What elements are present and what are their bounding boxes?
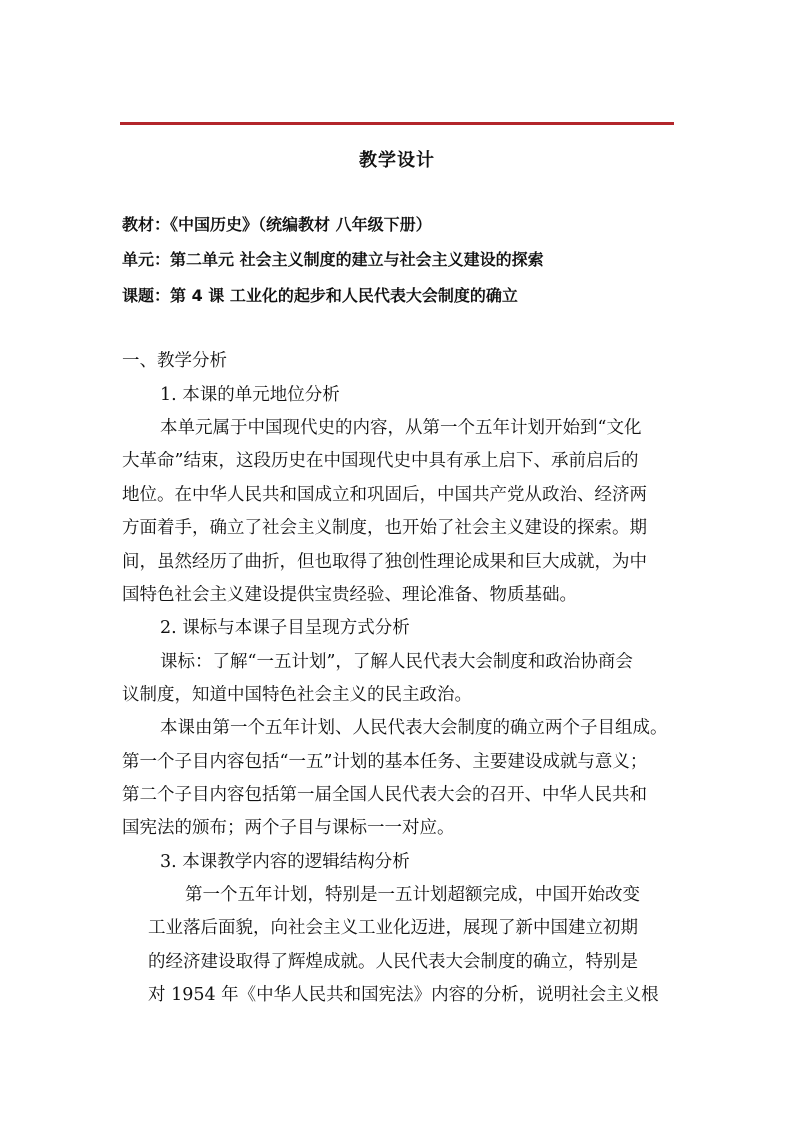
paragraph-line: 第一个子目内容包括“一五”计划的基本任务、主要建设成就与意义；	[122, 752, 648, 772]
textbook-line: 教材：《中国历史》（统编教材 八年级下册）	[122, 215, 432, 234]
paragraph-line: 工业落后面貌，向社会主义工业化迈进，展现了新中国建立初期	[148, 918, 638, 938]
paragraph-line: 第一个五年计划，特别是一五计划超额完成，中国开始改变	[185, 885, 640, 905]
subsection-heading-3: 3. 本课教学内容的逻辑结构分析	[160, 852, 410, 872]
paragraph-line: 国特色社会主义建设提供宝贵经验、理论准备、物质基础。	[122, 585, 577, 605]
paragraph-line: 间，虽然经历了曲折，但也取得了独创性理论成果和巨大成就，为中	[122, 552, 647, 572]
paragraph-line: 本单元属于中国现代史的内容，从第一个五年计划开始到“文化	[160, 418, 642, 438]
paragraph-line: 对 1954 年《中华人民共和国宪法》内容的分析，说明社会主义根	[148, 985, 659, 1005]
subsection-heading-2: 2. 课标与本课子目呈现方式分析	[160, 618, 410, 638]
subsection-heading-1: 1. 本课的单元地位分析	[160, 385, 340, 405]
paragraph-line: 方面着手，确立了社会主义制度，也开始了社会主义建设的探索。期	[122, 518, 647, 538]
header-rule	[120, 122, 674, 125]
paragraph-line: 地位。在中华人民共和国成立和巩固后，中国共产党从政治、经济两	[122, 485, 647, 505]
paragraph-line: 大革命”结束，这段历史在中国现代史中具有承上启下、承前启后的	[122, 451, 639, 471]
paragraph-line: 课标：了解“一五计划”，了解人民代表大会制度和政治协商会	[160, 652, 633, 672]
section-heading: 一、教学分析	[122, 351, 227, 371]
unit-line: 单元：第二单元 社会主义制度的建立与社会主义建设的探索	[122, 250, 544, 269]
paragraph-line: 国宪法的颁布；两个子目与课标一一对应。	[122, 818, 455, 838]
paragraph-line: 第二个子目内容包括第一届全国人民代表大会的召开、中华人民共和	[122, 785, 647, 805]
lesson-line: 课题：第 4 课 工业化的起步和人民代表大会制度的确立	[122, 286, 518, 305]
paragraph-line: 的经济建设取得了辉煌成就。人民代表大会制度的确立，特别是	[148, 952, 638, 972]
paragraph-line: 本课由第一个五年计划、人民代表大会制度的确立两个子目组成。	[160, 718, 668, 738]
page-title: 教学设计	[359, 150, 435, 171]
paragraph-line: 议制度，知道中国特色社会主义的民主政治。	[122, 685, 472, 705]
